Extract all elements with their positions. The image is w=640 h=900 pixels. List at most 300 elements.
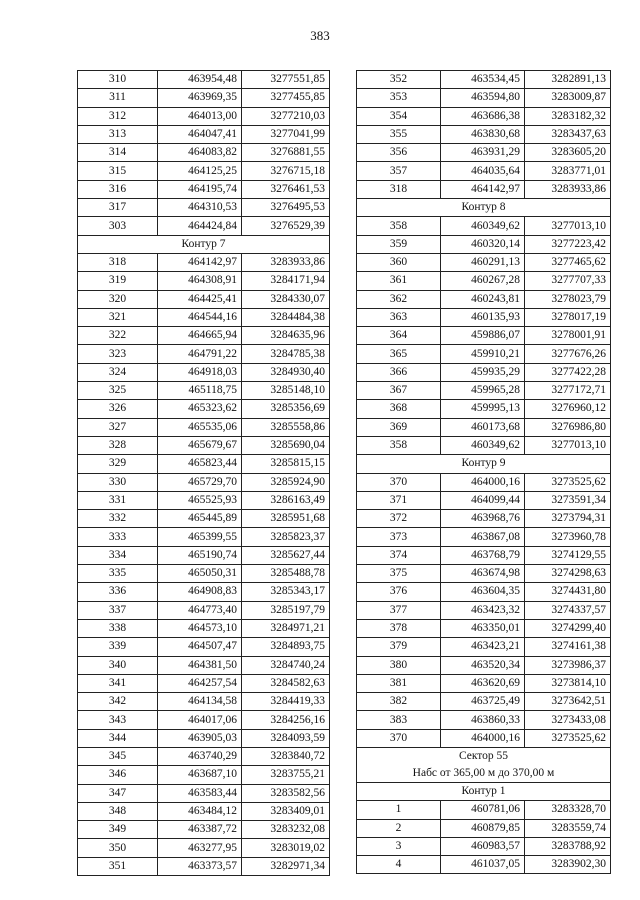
table-row (357, 125, 611, 143)
y-coordinate: 3277223,42 (525, 235, 611, 253)
x-coordinate: 464308,91 (158, 272, 242, 290)
y-coordinate: 3283902,30 (525, 856, 611, 874)
table-row (78, 528, 330, 546)
table-row (357, 510, 611, 528)
point-number: 378 (357, 619, 441, 637)
point-number: 374 (357, 546, 441, 564)
y-coordinate: 3285343,17 (242, 583, 330, 601)
table-row (357, 693, 611, 711)
point-number: 368 (357, 400, 441, 418)
x-coordinate: 459886,07 (441, 327, 525, 345)
point-number: 370 (357, 729, 441, 747)
y-coordinate: 3274337,57 (525, 601, 611, 619)
point-number: 332 (78, 510, 158, 528)
x-coordinate: 465050,31 (158, 565, 242, 583)
point-number: 362 (357, 290, 441, 308)
point-number: 325 (78, 382, 158, 400)
y-coordinate: 3283328,70 (525, 801, 611, 819)
x-coordinate: 463674,98 (441, 565, 525, 583)
x-coordinate: 464013,00 (158, 107, 242, 125)
x-coordinate: 459965,28 (441, 382, 525, 400)
table-row (357, 327, 611, 345)
y-coordinate: 3277172,71 (525, 382, 611, 400)
table-row (78, 565, 330, 583)
x-coordinate: 463604,35 (441, 583, 525, 601)
contour-header-row (357, 199, 611, 217)
point-number: 319 (78, 272, 158, 290)
point-number: 335 (78, 565, 158, 583)
y-coordinate: 3285197,79 (242, 601, 330, 619)
x-coordinate: 463277,95 (158, 839, 242, 857)
table-row (357, 71, 611, 89)
table-row (357, 656, 611, 674)
x-coordinate: 460243,81 (441, 290, 525, 308)
point-number: 351 (78, 857, 158, 875)
contour-header-row (357, 455, 611, 473)
y-coordinate: 3284740,24 (242, 656, 330, 674)
x-coordinate: 464381,50 (158, 656, 242, 674)
table-row (357, 272, 611, 290)
table-row (357, 837, 611, 855)
table-row (78, 71, 330, 89)
point-number: 320 (78, 290, 158, 308)
point-number: 353 (357, 89, 441, 107)
table-row (357, 308, 611, 326)
page-number: 383 (310, 28, 330, 43)
y-coordinate: 3277551,85 (242, 71, 330, 89)
point-number: 373 (357, 528, 441, 546)
point-number: 3 (357, 837, 441, 855)
y-coordinate: 3277013,10 (525, 436, 611, 454)
x-coordinate: 463768,79 (441, 546, 525, 564)
x-coordinate: 464424,84 (158, 217, 242, 235)
y-coordinate: 3273814,10 (525, 674, 611, 692)
table-row (357, 583, 611, 601)
x-coordinate: 460983,57 (441, 837, 525, 855)
y-coordinate: 3284419,33 (242, 693, 330, 711)
table-row (78, 491, 330, 509)
table-row (78, 199, 330, 217)
x-coordinate: 460349,62 (441, 217, 525, 235)
table-row (78, 180, 330, 198)
y-coordinate: 3274161,38 (525, 638, 611, 656)
x-coordinate: 463620,69 (441, 674, 525, 692)
table-row (357, 107, 611, 125)
y-coordinate: 3277676,26 (525, 345, 611, 363)
table-row (78, 418, 330, 436)
x-coordinate: 464773,40 (158, 601, 242, 619)
y-coordinate: 3277422,28 (525, 363, 611, 381)
x-coordinate: 463905,03 (158, 729, 242, 747)
point-number: 343 (78, 711, 158, 729)
x-coordinate: 460320,14 (441, 235, 525, 253)
x-coordinate: 464791,22 (158, 345, 242, 363)
table-row (357, 801, 611, 819)
point-number: 354 (357, 107, 441, 125)
point-number: 370 (357, 473, 441, 491)
y-coordinate: 3276715,18 (242, 162, 330, 180)
x-coordinate: 464195,74 (158, 180, 242, 198)
table-row (357, 162, 611, 180)
y-coordinate: 3277041,99 (242, 125, 330, 143)
point-number: 366 (357, 363, 441, 381)
table-row (357, 601, 611, 619)
y-coordinate: 3285815,15 (242, 455, 330, 473)
y-coordinate: 3283755,21 (242, 766, 330, 784)
x-coordinate: 464000,16 (441, 729, 525, 747)
point-number: 369 (357, 418, 441, 436)
x-coordinate: 465535,06 (158, 418, 242, 436)
y-coordinate: 3283437,63 (525, 125, 611, 143)
x-coordinate: 463931,29 (441, 144, 525, 162)
x-coordinate: 464125,25 (158, 162, 242, 180)
x-coordinate: 459910,21 (441, 345, 525, 363)
point-number: 381 (357, 674, 441, 692)
table-row (78, 363, 330, 381)
x-coordinate: 463373,57 (158, 857, 242, 875)
sector-title: Сектор 55 (458, 749, 509, 762)
x-coordinate: 464142,97 (441, 180, 525, 198)
table-row (357, 819, 611, 837)
y-coordinate: 3276881,55 (242, 144, 330, 162)
table-row (357, 89, 611, 107)
y-coordinate: 3282891,13 (525, 71, 611, 89)
contour-header: Контур 8 (357, 199, 611, 217)
table-row (78, 162, 330, 180)
table-row (78, 583, 330, 601)
point-number: 312 (78, 107, 158, 125)
y-coordinate: 3276495,53 (242, 199, 330, 217)
y-coordinate: 3284256,16 (242, 711, 330, 729)
x-coordinate: 463534,45 (441, 71, 525, 89)
coordinates-table-right (356, 70, 611, 874)
point-number: 361 (357, 272, 441, 290)
y-coordinate: 3277707,33 (525, 272, 611, 290)
point-number: 303 (78, 217, 158, 235)
table-row (78, 308, 330, 326)
point-number: 375 (357, 565, 441, 583)
point-number: 360 (357, 253, 441, 271)
point-number: 371 (357, 491, 441, 509)
y-coordinate: 3277455,85 (242, 89, 330, 107)
x-coordinate: 463687,10 (158, 766, 242, 784)
y-coordinate: 3284971,21 (242, 619, 330, 637)
table-row (78, 729, 330, 747)
x-coordinate: 463969,35 (158, 89, 242, 107)
y-coordinate: 3273986,37 (525, 656, 611, 674)
point-number: 337 (78, 601, 158, 619)
table-row (78, 601, 330, 619)
table-row (78, 272, 330, 290)
table-row (78, 400, 330, 418)
x-coordinate: 464083,82 (158, 144, 242, 162)
x-coordinate: 463387,72 (158, 821, 242, 839)
table-row (78, 345, 330, 363)
point-number: 336 (78, 583, 158, 601)
point-number: 365 (357, 345, 441, 363)
table-row (357, 180, 611, 198)
x-coordinate: 463350,01 (441, 619, 525, 637)
y-coordinate: 3273525,62 (525, 473, 611, 491)
table-row (78, 784, 330, 802)
point-number: 377 (357, 601, 441, 619)
table-row (357, 290, 611, 308)
table-row (357, 253, 611, 271)
point-number: 339 (78, 638, 158, 656)
x-coordinate: 463686,38 (441, 107, 525, 125)
table-row (78, 382, 330, 400)
y-coordinate: 3273591,34 (525, 491, 611, 509)
table-row (357, 345, 611, 363)
point-number: 326 (78, 400, 158, 418)
point-number: 358 (357, 217, 441, 235)
point-number: 342 (78, 693, 158, 711)
point-number: 1 (357, 801, 441, 819)
contour-header-row (357, 782, 611, 800)
table-row (78, 638, 330, 656)
x-coordinate: 465729,70 (158, 473, 242, 491)
point-number: 349 (78, 821, 158, 839)
x-coordinate: 464035,64 (441, 162, 525, 180)
table-row (78, 656, 330, 674)
sector-subtitle: Набс от 365,00 м до 370,00 м (412, 766, 555, 779)
point-number: 314 (78, 144, 158, 162)
x-coordinate: 465525,93 (158, 491, 242, 509)
table-row (357, 217, 611, 235)
x-coordinate: 465399,55 (158, 528, 242, 546)
table-row (357, 436, 611, 454)
y-coordinate: 3284484,38 (242, 308, 330, 326)
table-row (78, 89, 330, 107)
y-coordinate: 3283605,20 (525, 144, 611, 162)
point-number: 316 (78, 180, 158, 198)
x-coordinate: 463860,33 (441, 711, 525, 729)
point-number: 318 (78, 253, 158, 271)
y-coordinate: 3283409,01 (242, 802, 330, 820)
point-number: 380 (357, 656, 441, 674)
y-coordinate: 3276960,12 (525, 400, 611, 418)
point-number: 322 (78, 327, 158, 345)
y-coordinate: 3283933,86 (525, 180, 611, 198)
table-row (78, 327, 330, 345)
point-number: 2 (357, 819, 441, 837)
y-coordinate: 3286163,49 (242, 491, 330, 509)
contour-header-row (78, 235, 330, 253)
x-coordinate: 465323,62 (158, 400, 242, 418)
point-number: 313 (78, 125, 158, 143)
x-coordinate: 464573,10 (158, 619, 242, 637)
y-coordinate: 3284930,40 (242, 363, 330, 381)
x-coordinate: 463423,32 (441, 601, 525, 619)
y-coordinate: 3283933,86 (242, 253, 330, 271)
y-coordinate: 3284635,96 (242, 327, 330, 345)
point-number: 372 (357, 510, 441, 528)
table-row (357, 400, 611, 418)
y-coordinate: 3283182,32 (525, 107, 611, 125)
table-row (78, 253, 330, 271)
x-coordinate: 464142,97 (158, 253, 242, 271)
x-coordinate: 460349,62 (441, 436, 525, 454)
point-number: 327 (78, 418, 158, 436)
point-number: 323 (78, 345, 158, 363)
y-coordinate: 3283232,08 (242, 821, 330, 839)
x-coordinate: 460879,85 (441, 819, 525, 837)
point-number: 330 (78, 473, 158, 491)
point-number: 333 (78, 528, 158, 546)
table-row (78, 747, 330, 765)
point-number: 367 (357, 382, 441, 400)
y-coordinate: 3273794,31 (525, 510, 611, 528)
point-number: 4 (357, 856, 441, 874)
y-coordinate: 3274431,80 (525, 583, 611, 601)
x-coordinate: 464257,54 (158, 674, 242, 692)
point-number: 329 (78, 455, 158, 473)
sector-header-row (357, 747, 611, 782)
y-coordinate: 3285823,37 (242, 528, 330, 546)
table-row (78, 711, 330, 729)
table-row (78, 839, 330, 857)
y-coordinate: 3283559,74 (525, 819, 611, 837)
point-number: 346 (78, 766, 158, 784)
table-row (78, 619, 330, 637)
x-coordinate: 464134,58 (158, 693, 242, 711)
table-row (78, 125, 330, 143)
x-coordinate: 465445,89 (158, 510, 242, 528)
table-row (357, 546, 611, 564)
x-coordinate: 463740,29 (158, 747, 242, 765)
y-coordinate: 3285924,90 (242, 473, 330, 491)
y-coordinate: 3276986,80 (525, 418, 611, 436)
y-coordinate: 3285488,78 (242, 565, 330, 583)
x-coordinate: 463423,21 (441, 638, 525, 656)
y-coordinate: 3276529,39 (242, 217, 330, 235)
y-coordinate: 3284582,63 (242, 674, 330, 692)
table-row (78, 674, 330, 692)
y-coordinate: 3277013,10 (525, 217, 611, 235)
table-row (78, 436, 330, 454)
point-number: 359 (357, 235, 441, 253)
table-row (78, 693, 330, 711)
y-coordinate: 3282971,34 (242, 857, 330, 875)
table-row (357, 638, 611, 656)
point-number: 334 (78, 546, 158, 564)
x-coordinate: 464310,53 (158, 199, 242, 217)
y-coordinate: 3283840,72 (242, 747, 330, 765)
x-coordinate: 464908,83 (158, 583, 242, 601)
point-number: 352 (357, 71, 441, 89)
table-row (357, 418, 611, 436)
point-number: 321 (78, 308, 158, 326)
x-coordinate: 460291,13 (441, 253, 525, 271)
sector-header (357, 747, 611, 782)
point-number: 331 (78, 491, 158, 509)
x-coordinate: 459935,29 (441, 363, 525, 381)
x-coordinate: 464544,16 (158, 308, 242, 326)
table-row (357, 528, 611, 546)
point-number: 324 (78, 363, 158, 381)
y-coordinate: 3278001,91 (525, 327, 611, 345)
y-coordinate: 3285356,69 (242, 400, 330, 418)
table-row (357, 729, 611, 747)
x-coordinate: 463520,34 (441, 656, 525, 674)
x-coordinate: 465823,44 (158, 455, 242, 473)
table-row (78, 217, 330, 235)
table-row (357, 565, 611, 583)
y-coordinate: 3276461,53 (242, 180, 330, 198)
x-coordinate: 463968,76 (441, 510, 525, 528)
x-coordinate: 463867,08 (441, 528, 525, 546)
x-coordinate: 463594,80 (441, 89, 525, 107)
x-coordinate: 460267,28 (441, 272, 525, 290)
y-coordinate: 3283582,56 (242, 784, 330, 802)
point-number: 338 (78, 619, 158, 637)
point-number: 348 (78, 802, 158, 820)
y-coordinate: 3273525,62 (525, 729, 611, 747)
x-coordinate: 463484,12 (158, 802, 242, 820)
y-coordinate: 3283788,92 (525, 837, 611, 855)
y-coordinate: 3273642,51 (525, 693, 611, 711)
x-coordinate: 465679,67 (158, 436, 242, 454)
point-number: 376 (357, 583, 441, 601)
x-coordinate: 465118,75 (158, 382, 242, 400)
x-coordinate: 464918,03 (158, 363, 242, 381)
y-coordinate: 3273433,08 (525, 711, 611, 729)
y-coordinate: 3274298,63 (525, 565, 611, 583)
point-number: 315 (78, 162, 158, 180)
y-coordinate: 3277210,03 (242, 107, 330, 125)
y-coordinate: 3283009,87 (525, 89, 611, 107)
x-coordinate: 464425,41 (158, 290, 242, 308)
x-coordinate: 460781,06 (441, 801, 525, 819)
table-row (78, 107, 330, 125)
table-row (357, 711, 611, 729)
point-number: 318 (357, 180, 441, 198)
y-coordinate: 3274129,55 (525, 546, 611, 564)
x-coordinate: 464017,06 (158, 711, 242, 729)
point-number: 363 (357, 308, 441, 326)
contour-header: Контур 9 (357, 455, 611, 473)
x-coordinate: 463830,68 (441, 125, 525, 143)
point-number: 345 (78, 747, 158, 765)
table-row (357, 382, 611, 400)
y-coordinate: 3285627,44 (242, 546, 330, 564)
y-coordinate: 3284330,07 (242, 290, 330, 308)
point-number: 355 (357, 125, 441, 143)
y-coordinate: 3285148,10 (242, 382, 330, 400)
y-coordinate: 3278017,19 (525, 308, 611, 326)
point-number: 364 (357, 327, 441, 345)
x-coordinate: 464000,16 (441, 473, 525, 491)
point-number: 347 (78, 784, 158, 802)
table-row (78, 766, 330, 784)
point-number: 350 (78, 839, 158, 857)
y-coordinate: 3284093,59 (242, 729, 330, 747)
x-coordinate: 464507,47 (158, 638, 242, 656)
point-number: 356 (357, 144, 441, 162)
point-number: 328 (78, 436, 158, 454)
point-number: 317 (78, 199, 158, 217)
contour-header: Контур 1 (357, 782, 611, 800)
x-coordinate: 465190,74 (158, 546, 242, 564)
x-coordinate: 460173,68 (441, 418, 525, 436)
table-row (357, 235, 611, 253)
x-coordinate: 464047,41 (158, 125, 242, 143)
table-row (357, 363, 611, 381)
x-coordinate: 463583,44 (158, 784, 242, 802)
table-row (357, 144, 611, 162)
point-number: 379 (357, 638, 441, 656)
y-coordinate: 3285690,04 (242, 436, 330, 454)
